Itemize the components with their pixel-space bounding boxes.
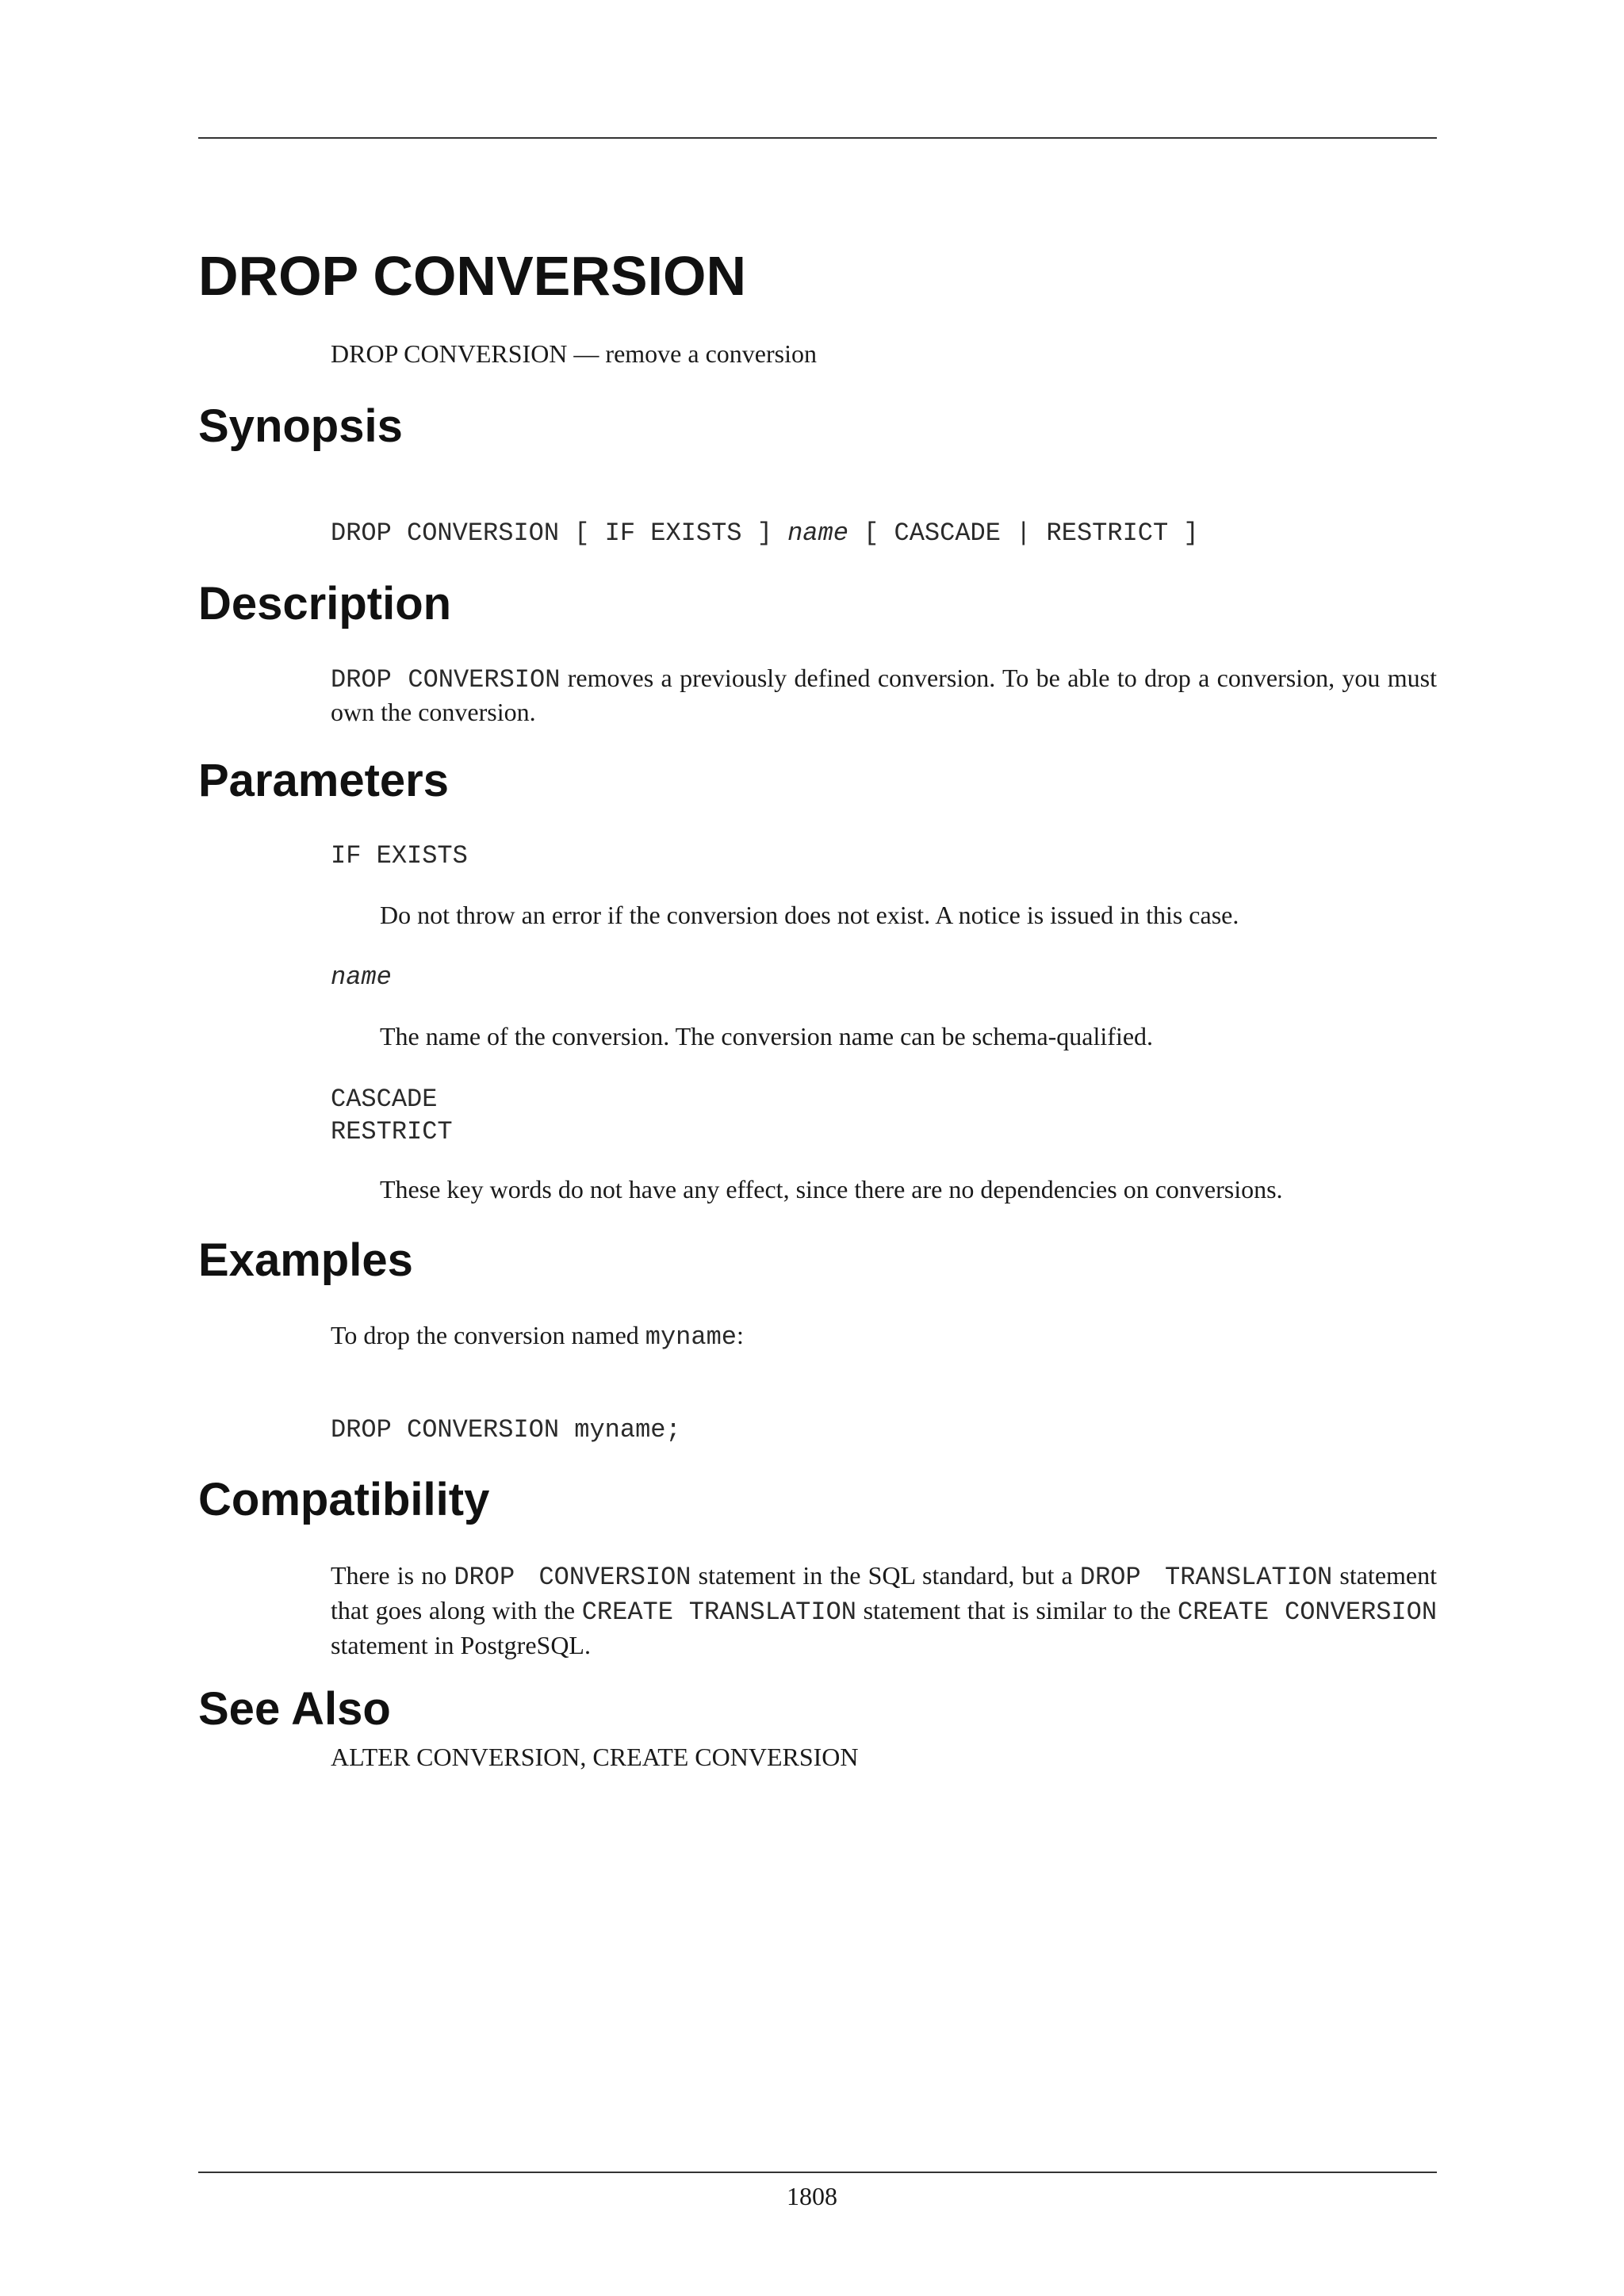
synopsis-code-name: name <box>787 519 848 548</box>
compat-text-4: statement that is similar to the <box>856 1596 1178 1624</box>
compat-code-3: CREATE TRANSLATION <box>581 1598 856 1627</box>
synopsis-code-end: [ CASCADE | RESTRICT ] <box>848 519 1199 548</box>
compat-text-1: There is no <box>331 1561 454 1590</box>
examples-heading: Examples <box>198 1234 413 1286</box>
compat-code-2: DROP TRANSLATION <box>1079 1563 1333 1592</box>
examples-intro-text: To drop the conversion named <box>331 1321 645 1349</box>
param-desc-cascade-restrict: These key words do not have any effect, since there are no dependencies on conversions. <box>380 1175 1283 1203</box>
param-desc-name: The name of the conversion. The conversion name can be schema-qualified. <box>380 1022 1154 1050</box>
param-term-name: name <box>331 962 392 992</box>
synopsis-code-start: DROP CONVERSION [ IF EXISTS ] <box>331 519 788 548</box>
see-also-heading: See Also <box>198 1683 391 1735</box>
compat-text-3: statement that goes along with the <box>331 1561 1437 1624</box>
param-term-if-exists: IF EXISTS <box>331 841 468 871</box>
compat-code-4: CREATE CONVERSION <box>1177 1598 1438 1627</box>
description-body: removes a previously defined conversion. To be able to drop a conversion, you must own the conversion. <box>331 664 1438 726</box>
header-rule <box>198 137 1437 139</box>
see-also-links: ALTER CONVERSION, CREATE CONVERSION <box>331 1743 859 1771</box>
examples-intro-colon: : <box>736 1321 744 1349</box>
examples-code: DROP CONVERSION myname; <box>331 1415 681 1445</box>
page-title: DROP CONVERSION <box>198 245 747 307</box>
parameters-heading: Parameters <box>198 755 449 806</box>
description-text <box>331 662 1437 729</box>
synopsis-code <box>331 517 1199 549</box>
param-desc-if-exists: Do not throw an error if the conversion does not exist. A notice is issued in this case. <box>380 901 1239 929</box>
footer-rule <box>198 2172 1437 2173</box>
examples-intro <box>331 1319 744 1353</box>
param-term-restrict: RESTRICT <box>331 1117 453 1146</box>
refpurpose: DROP CONVERSION — remove a conversion <box>331 339 817 368</box>
compatibility-text <box>331 1559 1437 1662</box>
description-heading: Description <box>198 578 452 629</box>
param-term-cascade: CASCADE <box>331 1085 438 1114</box>
compat-code-1: DROP CONVERSION <box>454 1563 691 1592</box>
synopsis-heading: Synopsis <box>198 400 403 452</box>
compatibility-heading: Compatibility <box>198 1474 490 1525</box>
description-command: DROP CONVERSION <box>331 665 561 695</box>
page-number: 1808 <box>787 2182 837 2210</box>
compat-text-5: statement in PostgreSQL. <box>331 1631 591 1659</box>
examples-intro-code: myname <box>645 1322 737 1352</box>
compat-text-2: statement in the SQL standard, but a <box>691 1561 1080 1590</box>
